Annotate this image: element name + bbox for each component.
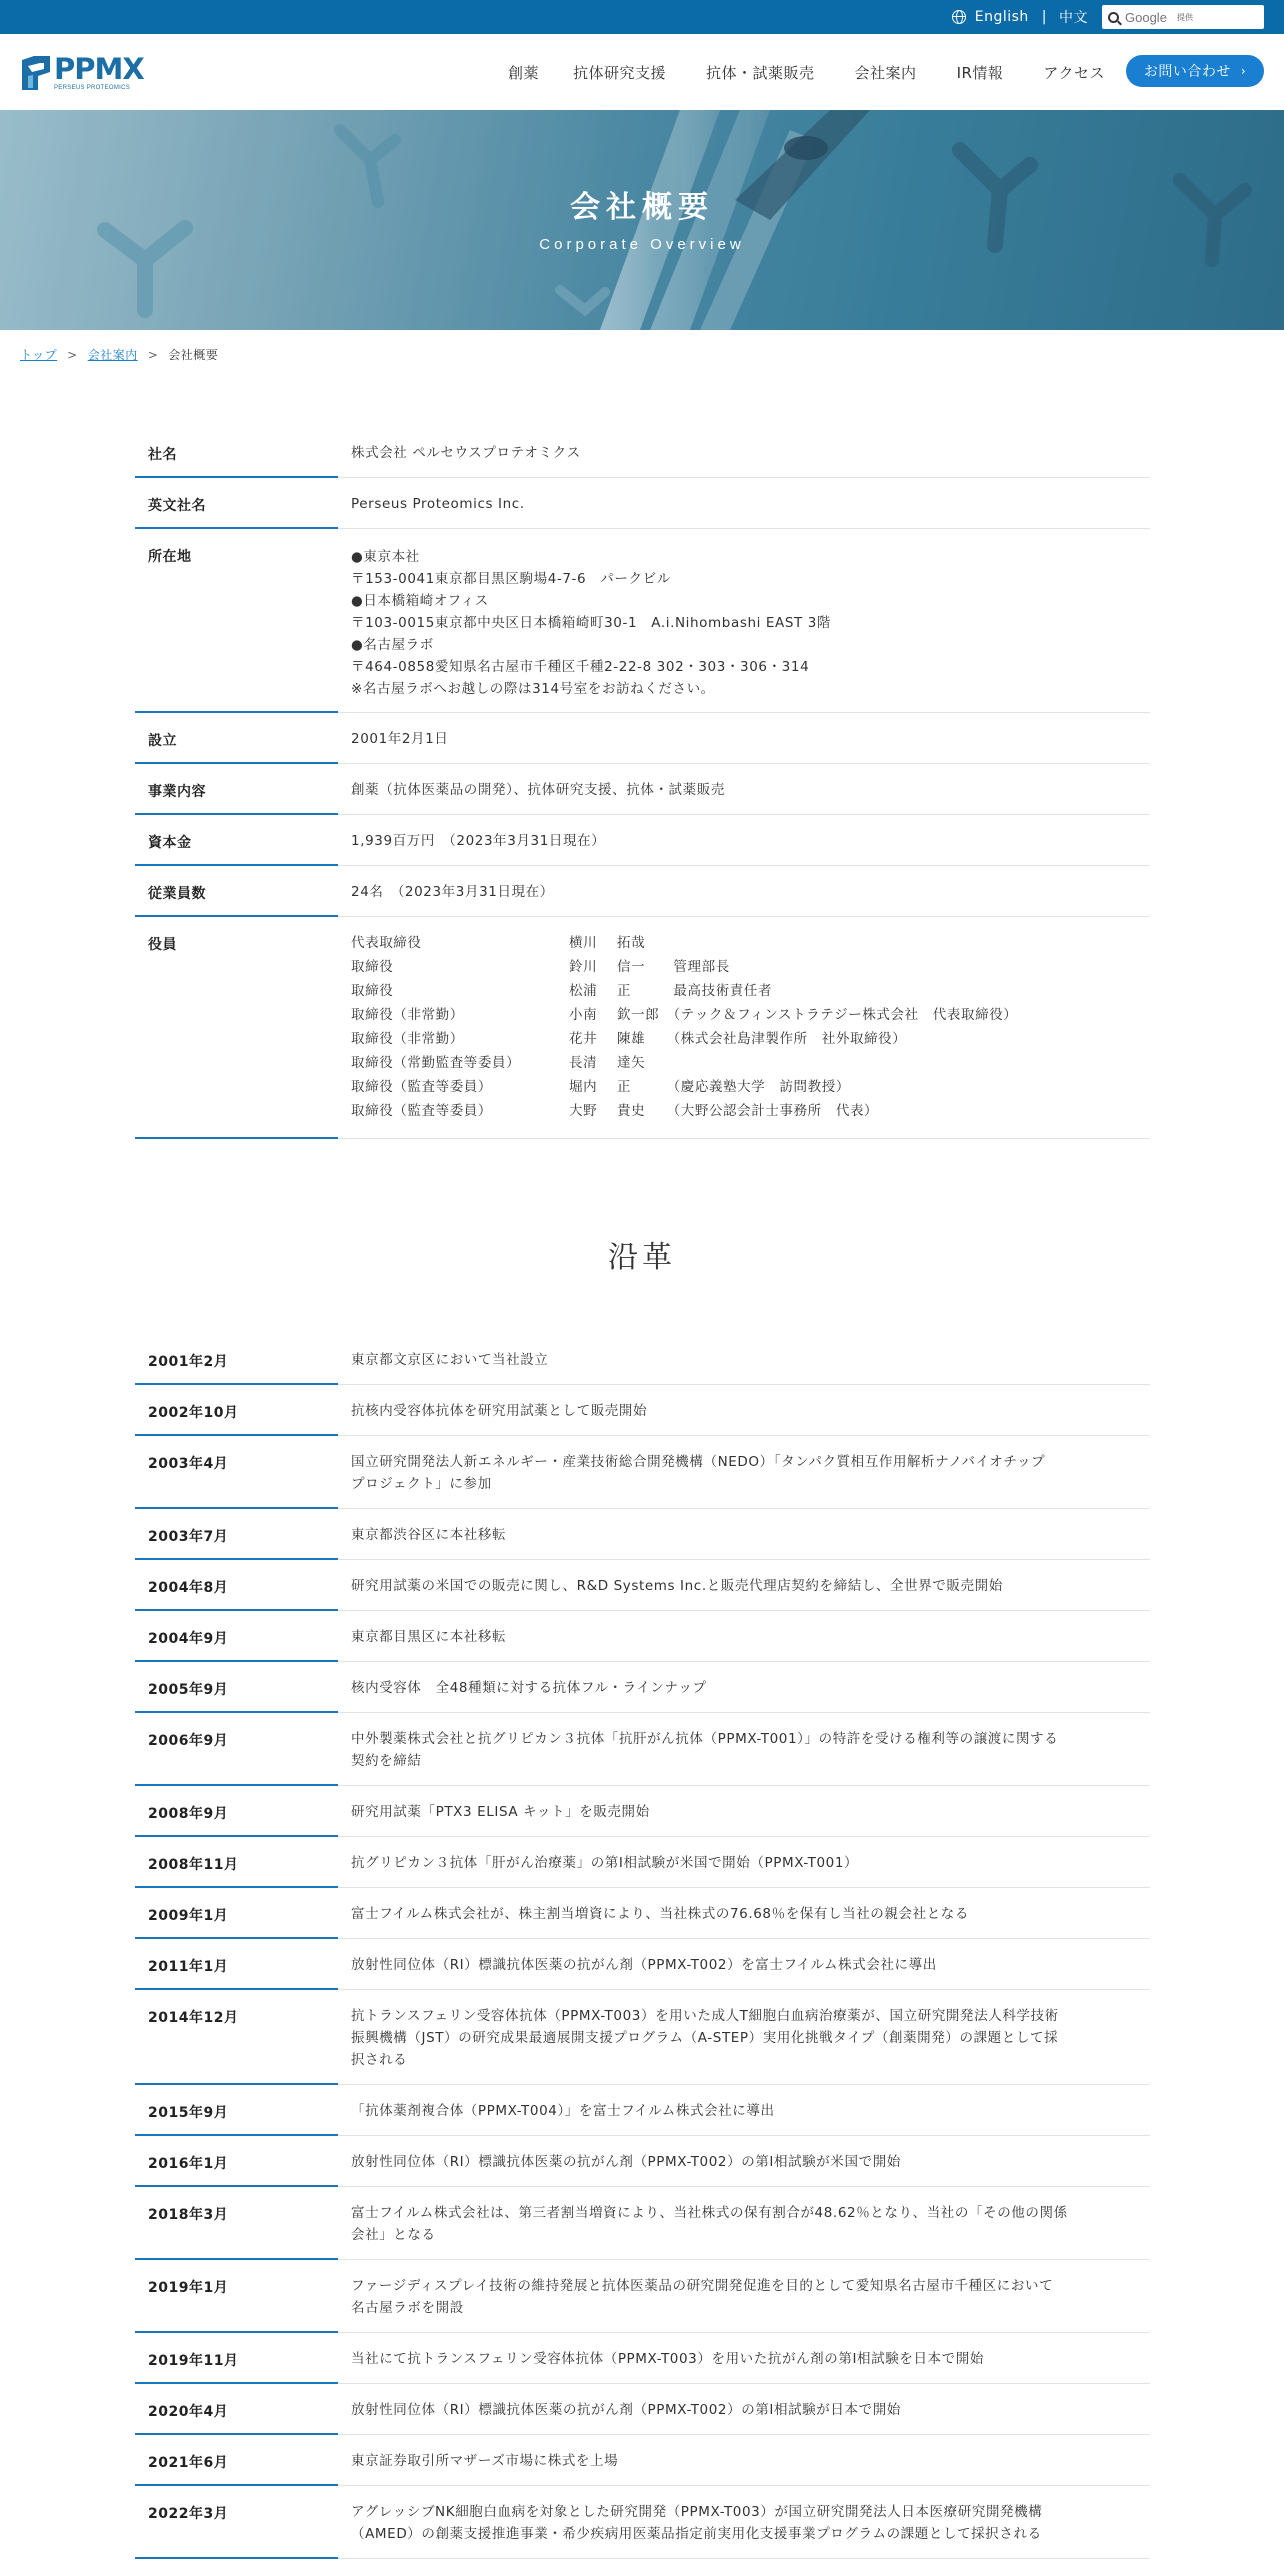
page-subtitle: Corporate Overview [539, 236, 745, 253]
contact-button-label: お問い合わせ [1143, 64, 1231, 80]
history-date: 2020年4月 [135, 2384, 338, 2435]
officers-grid [351, 931, 1150, 1123]
row-line: 〒103-0015東京都中央区日本橋箱崎町30-1 A.i.Nihombashi EAST 3階 [351, 615, 832, 631]
history-event-line: 富士フイルム株式会社は、第三者割当増資により、当社株式の保有割合が48.62％となり、当社の「その他の関係 [351, 2205, 1068, 2221]
history-event-line: 東京都文京区において当社設立 [351, 1352, 549, 1368]
row-value [338, 815, 1150, 866]
history-event [338, 1713, 1150, 1786]
row-line: ●東京本社 [351, 549, 420, 565]
search-input[interactable] [1125, 10, 1175, 25]
officer-given-name: 正 （慶応義塾大学 訪問教授） [617, 1079, 850, 1095]
row-line: 〒464-0858愛知県名古屋市千種区千種2-22-8 302・303・306・314 [351, 659, 810, 675]
language-switcher [952, 0, 1088, 34]
history-event-line: 抗トランスフェリン受容体抗体（PPMX-T003）を用いた成人T細胞白血病治療薬が、国立研究開発法人科学技術 [351, 2008, 1059, 2024]
row-label: 社名 [135, 427, 338, 478]
row-value [338, 427, 1150, 478]
officer-given-name: 信一 管理部長 [617, 959, 730, 975]
logo-subtext: PERSEUS PROTEOMICS [54, 85, 131, 91]
officer-family-name: 鈴川 [569, 959, 598, 975]
history-date: 2006年9月 [135, 1713, 338, 1786]
history-event [338, 1611, 1150, 1662]
table-row [135, 529, 1150, 713]
history-date: 2016年1月 [135, 2136, 338, 2187]
officer-given-name: 欽一郎 （テック＆フィンストラテジー株式会社 代表取締役） [617, 1007, 1018, 1023]
history-event-line: 国立研究開発法人新エネルギー・産業技術総合開発機構（NEDO）「タンパク質相互作用解析ナノバイオチップ [351, 1454, 1046, 1470]
history-date: 2022年3月 [135, 2486, 338, 2559]
row-line: 〒153-0041東京都目黒区駒場4-7-6 パークビル [351, 571, 671, 587]
history-event [338, 2187, 1150, 2260]
history-event-line: 択される [351, 2052, 408, 2068]
history-event [338, 1334, 1150, 1385]
logo[interactable] [20, 54, 144, 92]
history-row [135, 2260, 1150, 2333]
history-row [135, 1509, 1150, 1560]
history-row [135, 1436, 1150, 1509]
history-event [338, 1385, 1150, 1436]
row-line: Perseus Proteomics Inc. [351, 496, 525, 512]
history-event-line: 研究用試薬「PTX3 ELISA キット」を販売開始 [351, 1804, 650, 1820]
nav-access[interactable]: アクセス [1043, 63, 1105, 82]
page-title: 会社概要 [570, 190, 714, 225]
history-event-line: （AMED）の創薬支援推進事業・希少疾病用医薬品指定前実用化支援事業プログラムの課題として採択される [351, 2526, 1042, 2542]
lang-english-link[interactable]: English [974, 9, 1029, 25]
row-value [338, 478, 1150, 529]
chevron-right-icon: › [1240, 64, 1247, 78]
site-search[interactable] [1102, 5, 1264, 29]
history-event [338, 2435, 1150, 2486]
history-row [135, 1713, 1150, 1786]
row-label: 事業内容 [135, 764, 338, 815]
history-row [135, 2384, 1150, 2435]
officer-family-name: 堀内 [569, 1079, 598, 1095]
table-row [135, 815, 1150, 866]
history-date: 2019年1月 [135, 2260, 338, 2333]
row-line: 株式会社 ペルセウスプロテオミクス [351, 445, 581, 461]
history-event-line: 振興機構（JST）の研究成果最適展開支援プログラム（A-STEP）実用化挑戦タイプ（創薬開発）の課題として採 [351, 2030, 1059, 2046]
row-label: 所在地 [135, 529, 338, 713]
history-row [135, 1837, 1150, 1888]
history-row [135, 1560, 1150, 1611]
officer-title: 取締役（監査等委員） [351, 1079, 492, 1095]
officer-family-name: 花井 [569, 1031, 598, 1047]
history-row [135, 1939, 1150, 1990]
history-event-line: 放射性同位体（RI）標識抗体医薬の抗がん剤（PPMX-T002）の第Ⅰ相試験が日本で開始 [351, 2402, 901, 2418]
history-row [135, 1385, 1150, 1436]
row-line: 2001年2月1日 [351, 731, 449, 747]
officer-title: 取締役（非常勤） [351, 1031, 464, 1047]
nav-antibody-reagent-sales[interactable]: 抗体・試薬販売 [706, 63, 815, 82]
history-event [338, 1786, 1150, 1837]
history-date: 2015年9月 [135, 2085, 338, 2136]
history-event [338, 1990, 1150, 2085]
row-value [338, 713, 1150, 764]
nav-drug-discovery[interactable]: 創薬 [508, 63, 540, 82]
history-row [135, 1990, 1150, 2085]
history-event-line: 研究用試薬の米国での販売に関し、R&D Systems Inc.と販売代理店契約を締結し、全世界で販売開始 [351, 1578, 1003, 1594]
row-value [338, 764, 1150, 815]
main-nav [508, 34, 1105, 110]
history-date: 2005年9月 [135, 1662, 338, 1713]
lang-separator: | [1041, 9, 1047, 25]
history-date: 2004年9月 [135, 1611, 338, 1662]
table-row [135, 427, 1150, 478]
row-line: ※名古屋ラボへお越しの際は314号室をお訪ねください。 [351, 681, 715, 697]
history-event-line: 核内受容体 全48種類に対する抗体フル・ラインナップ [351, 1680, 707, 1696]
company-overview-table [135, 427, 1150, 1139]
history-row [135, 2333, 1150, 2384]
officer-title: 代表取締役 [351, 935, 422, 951]
breadcrumb-separator: > [67, 347, 78, 362]
officer-family-name: 長清 [569, 1055, 598, 1071]
history-event-line: プロジェクト」に参加 [351, 1476, 492, 1492]
contact-button[interactable] [1126, 55, 1264, 87]
officers-list [338, 917, 1150, 1139]
history-event-line: ファージディスプレイ技術の維持発展と抗体医薬品の研究開発促進を目的として愛知県名古屋市千種区において [351, 2278, 1054, 2294]
history-event [338, 1837, 1150, 1888]
history-date: 2002年10月 [135, 1385, 338, 1436]
history-event [338, 1662, 1150, 1713]
officer-given-name: 正 最高技術責任者 [617, 983, 773, 999]
history-date: 2008年9月 [135, 1786, 338, 1837]
history-row [135, 2486, 1150, 2559]
history-event-line: 東京都目黒区に本社移転 [351, 1629, 507, 1645]
history-title: 沿革 [608, 1240, 676, 1275]
history-event-line: アグレッシブNK細胞白血病を対象とした研究開発（PPMX-T003）が国立研究開発法人日本医療研究開発機構 [351, 2504, 1043, 2520]
row-value [338, 866, 1150, 917]
logo-text: PPMX [54, 52, 144, 86]
history-event [338, 2136, 1150, 2187]
history-event-line: 「抗体薬剤複合体（PPMX-T004）」を富士フイルム株式会社に導出 [351, 2103, 775, 2119]
history-event-line: 抗核内受容体抗体を研究用試薬として販売開始 [351, 1403, 648, 1419]
history-date: 2003年7月 [135, 1509, 338, 1560]
history-event-line: 抗グリピカン３抗体「肝がん治療薬」の第Ⅰ相試験が米国で開始（PPMX-T001） [351, 1855, 859, 1871]
history-event-line: 当社にて抗トランスフェリン受容体抗体（PPMX-T003）を用いた抗がん剤の第Ⅰ相試験を日本で開始 [351, 2351, 984, 2367]
officer-given-name: 貴史 （大野公認会計士事務所 代表） [617, 1103, 879, 1119]
history-row [135, 1611, 1150, 1662]
officer-title: 取締役 [351, 983, 394, 999]
officer-family-name: 松浦 [569, 983, 598, 999]
history-row [135, 2085, 1150, 2136]
history-row [135, 2435, 1150, 2486]
history-row [135, 1786, 1150, 1837]
history-table [135, 1334, 1150, 2559]
history-date: 2011年1月 [135, 1939, 338, 1990]
site-header [0, 34, 1284, 110]
table-row [135, 866, 1150, 917]
history-event-line: 会社」となる [351, 2227, 436, 2243]
officer-title: 取締役（監査等委員） [351, 1103, 492, 1119]
officer-family-name: 小南 [569, 1007, 598, 1023]
breadcrumb-top-link[interactable]: トップ [20, 348, 58, 362]
history-date: 2004年8月 [135, 1560, 338, 1611]
nav-company[interactable]: 会社案内 [854, 63, 917, 82]
row-line: ●名古屋ラボ [351, 637, 434, 653]
history-event-line: 東京証券取引所マザーズ市場に株式を上場 [351, 2453, 619, 2469]
breadcrumb-company-link[interactable]: 会社案内 [87, 348, 138, 362]
breadcrumb-current: 会社概要 [168, 348, 219, 362]
history-event-line: 名古屋ラボを開設 [351, 2300, 464, 2316]
history-row [135, 1662, 1150, 1713]
history-event-line: 中外製薬株式会社と抗グリピカン３抗体「抗肝がん抗体（PPMX-T001）」の特許を受ける権利等の譲渡に関する [351, 1731, 1059, 1747]
history-event-line: 富士フイルム株式会社が、株主割当増資により、当社株式の76.68％を保有し当社の親会社となる [351, 1906, 969, 1922]
breadcrumb-separator: > [147, 347, 159, 362]
history-date: 2003年4月 [135, 1436, 338, 1509]
history-date: 2014年12月 [135, 1990, 338, 2085]
utility-bar [0, 0, 1284, 34]
history-date: 2001年2月 [135, 1334, 338, 1385]
officer-family-name: 大野 [569, 1103, 598, 1119]
officer-title: 取締役（非常勤） [351, 1007, 464, 1023]
history-event-line: 放射性同位体（RI）標識抗体医薬の抗がん剤（PPMX-T002）を富士フイルム株式会社に導出 [351, 1957, 937, 1973]
globe-icon [952, 10, 966, 24]
history-row [135, 2136, 1150, 2187]
history-date: 2009年1月 [135, 1888, 338, 1939]
hero-banner [0, 110, 1284, 330]
row-line: ●日本橋箱崎オフィス [351, 593, 489, 609]
history-event [338, 2384, 1150, 2435]
history-event [338, 1560, 1150, 1611]
history-date: 2008年11月 [135, 1837, 338, 1888]
officer-family-name: 横川 [569, 935, 598, 951]
row-line: 創薬（抗体医薬品の開発）、抗体研究支援、抗体・試薬販売 [351, 782, 725, 798]
lang-chinese-link[interactable]: 中文 [1059, 10, 1088, 26]
history-event [338, 2260, 1150, 2333]
history-event [338, 1888, 1150, 1939]
row-label: 役員 [135, 917, 338, 1139]
officer-given-name: 拓哉 [617, 935, 646, 951]
history-event-line: 放射性同位体（RI）標識抗体医薬の抗がん剤（PPMX-T002）の第Ⅰ相試験が米国で開始 [351, 2154, 901, 2170]
breadcrumb [20, 346, 218, 363]
history-event [338, 2486, 1150, 2559]
history-date: 2021年6月 [135, 2435, 338, 2486]
nav-antibody-research-support[interactable]: 抗体研究支援 [573, 63, 667, 82]
officer-given-name: 達矢 [617, 1055, 646, 1071]
history-row [135, 2187, 1150, 2260]
officer-given-name: 陳雄 （株式会社島津製作所 社外取締役） [617, 1031, 907, 1047]
history-event-line: 契約を締結 [351, 1753, 422, 1769]
history-event [338, 2085, 1150, 2136]
search-provider-note: 提供 [1177, 12, 1193, 22]
row-line: 1,939百万円 （2023年3月31日現在） [351, 833, 606, 849]
history-row [135, 1334, 1150, 1385]
table-row [135, 764, 1150, 815]
officer-title: 取締役（常勤監査等委員） [351, 1055, 521, 1071]
nav-ir[interactable]: IR情報 [956, 63, 1004, 82]
history-event-line: 東京都渋谷区に本社移転 [351, 1527, 507, 1543]
row-label: 設立 [135, 713, 338, 764]
history-date: 2018年3月 [135, 2187, 338, 2260]
history-event [338, 1509, 1150, 1560]
table-row [135, 713, 1150, 764]
history-date: 2019年11月 [135, 2333, 338, 2384]
table-row-officers [135, 917, 1150, 1139]
history-event [338, 2333, 1150, 2384]
history-event [338, 1436, 1150, 1509]
row-label: 資本金 [135, 815, 338, 866]
history-row [135, 1888, 1150, 1939]
officer-title: 取締役 [351, 959, 394, 975]
history-event [338, 1939, 1150, 1990]
table-row [135, 478, 1150, 529]
row-label: 英文社名 [135, 478, 338, 529]
row-line: 24名 （2023年3月31日現在） [351, 884, 554, 900]
logo-mark-icon [20, 54, 52, 92]
row-label: 従業員数 [135, 866, 338, 917]
search-icon[interactable] [1108, 12, 1119, 23]
row-value [338, 529, 1150, 713]
